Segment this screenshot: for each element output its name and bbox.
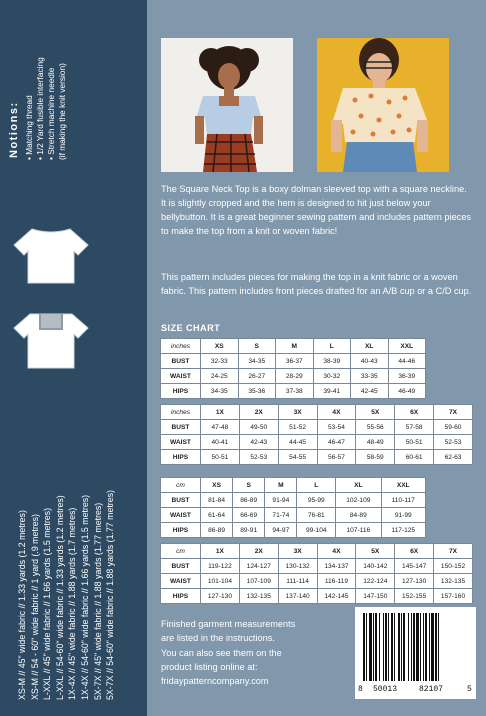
notions-title: Notions: [8,101,20,158]
table-cell: 124-127 [239,559,278,574]
size-header: 3X [278,544,317,559]
size-header: 3X [278,405,317,420]
table-cell: 89-91 [233,523,265,538]
table-cell: 39-41 [313,384,351,399]
note-line: are listed in the instructions. [161,633,275,644]
table-row [161,354,426,369]
table-cell: 81-84 [201,493,233,508]
table-cell: 122-124 [356,574,395,589]
table-header-row [161,405,473,420]
size-header: L [297,478,336,493]
table-cell: 55-56 [356,420,395,435]
yardage-line: XS-M // 45" wide fabric // 1.33 yards (1.2 metres) [17,510,27,700]
size-header: M [276,339,314,354]
table-row [161,384,426,399]
row-label: HIPS [161,523,201,538]
description-paragraph-2: This pattern includes pieces for making the top in a knit fabric or a woven fabric. This pattern includes front pieces drafted for an A/B cup or a C/D cup. [161,272,472,296]
table-cell: 53-54 [317,420,356,435]
table-cell: 111-114 [278,574,317,589]
unit-cell: cm [161,478,201,493]
table-cell: 107-109 [239,574,278,589]
table-cell: 140-142 [356,559,395,574]
table-cell: 57-58 [395,420,434,435]
yardage-line: XS-M // 54 - 60" wide fabric // 1 yard (.9 metres) [29,514,40,700]
yardage-line: 1X-4X // 45" wide fabric // 1.88 yards (1.7 metres) [67,507,78,700]
garment-back-sketch-icon [12,225,90,287]
table-cell: 36-39 [388,369,426,384]
row-label: HIPS [161,450,201,465]
table-cell: 62-63 [434,450,473,465]
size-table-inches-plus [160,404,473,465]
model-photo-knit [317,38,449,172]
barcode-digits-right: 82107 [419,685,444,694]
table-cell: 28-29 [276,369,314,384]
size-chart-title: SIZE CHART [161,323,221,333]
yardage-line: L-XXL // 54-60" wide fabric // 1.33 yards (1.2 metres) [54,495,65,700]
size-header: 6X [395,544,434,559]
yardage-line: L-XXL // 45" wide fabric // 1.66 yards (1.5 metres) [42,507,53,700]
table-cell: 132-135 [434,574,473,589]
size-header: 2X [239,405,278,420]
table-cell: 137-140 [278,589,317,604]
table-cell: 49-50 [239,420,278,435]
table-cell: 54-55 [278,450,317,465]
table-cell: 91-99 [381,508,426,523]
size-header: 4X [317,405,356,420]
table-cell: 127-130 [201,589,240,604]
row-label: WAIST [161,508,201,523]
size-header: 7X [434,405,473,420]
website-link[interactable]: fridaypatterncompany.com [161,676,269,687]
table-cell: 130-132 [278,559,317,574]
table-header-row [161,478,426,493]
table-row [161,369,426,384]
table-cell: 147-150 [356,589,395,604]
size-header: 2X [239,544,278,559]
yardage-line: 5X-7X // 54-60" wide fabric // 1.88 yards (1.77 metres) [105,490,116,700]
table-header-row [161,544,473,559]
table-cell: 36-37 [276,354,314,369]
table-header-row [161,339,426,354]
table-row [161,435,473,450]
table-cell: 127-130 [395,574,434,589]
size-header: S [238,339,276,354]
table-cell: 94-97 [265,523,297,538]
table-cell: 95-99 [297,493,336,508]
unit-cell: inches [161,405,201,420]
table-cell: 150-152 [434,559,473,574]
table-row [161,508,426,523]
notion-item: • 1/2 Yard fusible interfacing [35,57,45,160]
table-cell: 37-38 [276,384,314,399]
table-cell: 117-125 [381,523,426,538]
table-cell: 40-41 [201,435,240,450]
notion-item: • Matching thread [24,95,34,160]
table-cell: 52-53 [239,450,278,465]
table-cell: 32-33 [201,354,239,369]
table-row [161,450,473,465]
table-cell: 50-51 [395,435,434,450]
barcode-digit-check: 5 [467,685,472,694]
table-cell: 26-27 [238,369,276,384]
yardage-list [16,490,117,700]
table-cell: 50-51 [201,450,240,465]
table-cell: 116-119 [317,574,356,589]
table-cell: 51-52 [278,420,317,435]
notions-list [24,57,68,160]
table-cell: 46-49 [388,384,426,399]
size-header: XL [351,339,389,354]
table-cell: 33-35 [351,369,389,384]
size-header: XL [336,478,381,493]
table-row [161,523,426,538]
size-header: 5X [356,544,395,559]
row-label: BUST [161,420,201,435]
table-cell: 56-57 [317,450,356,465]
size-table-cm-plus [160,543,473,604]
size-table-inches-small [160,338,426,399]
size-header: L [313,339,351,354]
row-label: WAIST [161,574,201,589]
size-header: XXL [388,339,426,354]
table-cell: 99-104 [297,523,336,538]
table-cell: 61-64 [201,508,233,523]
table-cell: 38-39 [313,354,351,369]
yardage-line: 5X-7X // 45" wide fabric // 1.88 yards (1.77 metres) [92,502,103,700]
table-cell: 145-147 [395,559,434,574]
row-label: BUST [161,493,201,508]
row-label: BUST [161,559,201,574]
table-cell: 24-25 [201,369,239,384]
table-cell: 34-35 [238,354,276,369]
table-row [161,559,473,574]
table-cell: 110-117 [381,493,426,508]
row-label: WAIST [161,435,201,450]
size-header: S [233,478,265,493]
table-cell: 91-94 [265,493,297,508]
table-cell: 134-137 [317,559,356,574]
table-row [161,574,473,589]
size-header: 4X [317,544,356,559]
table-cell: 101-104 [201,574,240,589]
note-line: Finished garment measurements [161,619,296,629]
finished-measurements-note [161,617,341,688]
notions-heading [8,101,20,158]
table-cell: 40-43 [351,354,389,369]
size-header: M [265,478,297,493]
row-label: BUST [161,354,201,369]
size-header: 1X [201,544,240,559]
yardage-line: 1X-4X // 54-60" wide fabric // 1.66 yards (1.5 metres) [79,494,90,700]
table-cell: 132-135 [239,589,278,604]
garment-front-sketch-icon [12,312,90,370]
size-header: 5X [356,405,395,420]
size-header: 1X [201,405,240,420]
table-cell: 142-145 [317,589,356,604]
barcode-bars-icon [361,613,469,681]
table-cell: 47-48 [201,420,240,435]
table-cell: 152-155 [395,589,434,604]
table-cell: 86-89 [233,493,265,508]
table-cell: 44-46 [388,354,426,369]
note-line: You can also see them on the [161,647,282,658]
table-cell: 84-89 [336,508,381,523]
table-cell: 46-47 [317,435,356,450]
table-cell: 52-53 [434,435,473,450]
table-cell: 35-36 [238,384,276,399]
size-header: XXL [381,478,426,493]
table-cell: 58-59 [356,450,395,465]
table-row [161,420,473,435]
left-panel [0,0,147,716]
barcode-digits-left: 50013 [373,685,398,694]
table-cell: 119-122 [201,559,240,574]
description-paragraph-1: The Square Neck Top is a boxy dolman sleeved top with a square neckline. It is slightly cropped and the hem is designed to hit just below your bellybutton. It is a great beginner sewing pattern and includes pattern pieces to make the top from a knit or woven fabric! [161,184,472,236]
table-row [161,589,473,604]
table-cell: 76-81 [297,508,336,523]
table-cell: 60-61 [395,450,434,465]
table-cell: 107-116 [336,523,381,538]
notion-item: • Stretch machine needle [46,67,56,160]
size-header: XS [201,478,233,493]
row-label: HIPS [161,384,201,399]
table-cell: 34-35 [201,384,239,399]
table-row [161,493,426,508]
table-cell: 30-32 [313,369,351,384]
size-table-cm-small [160,477,426,538]
row-label: WAIST [161,369,201,384]
table-cell: 102-109 [336,493,381,508]
table-cell: 157-160 [434,589,473,604]
size-header: 7X [434,544,473,559]
size-header: 6X [395,405,434,420]
table-cell: 59-60 [434,420,473,435]
table-cell: 44-45 [278,435,317,450]
note-line: product listing online at: [161,661,258,672]
table-cell: 86-89 [201,523,233,538]
table-cell: 48-49 [356,435,395,450]
unit-cell: inches [161,339,201,354]
table-cell: 42-45 [351,384,389,399]
barcode [355,607,476,699]
size-header: XS [201,339,239,354]
table-cell: 42-43 [239,435,278,450]
notion-item: (if making the knit version) [57,63,67,160]
barcode-digit-lead: 8 [358,685,363,694]
row-label: HIPS [161,589,201,604]
table-cell: 71-74 [265,508,297,523]
table-cell: 66-69 [233,508,265,523]
unit-cell: cm [161,544,201,559]
model-photo-woven [161,38,293,172]
